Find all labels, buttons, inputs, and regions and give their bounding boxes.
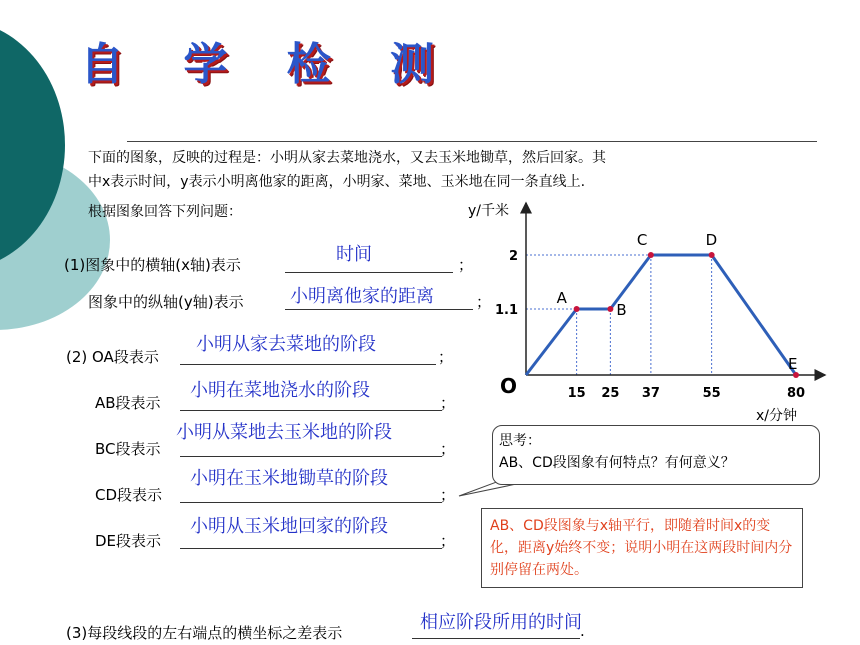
q1-y-blank: [285, 309, 473, 310]
point-label-B: B: [616, 301, 627, 319]
y-tick-1.1: 1.1: [494, 303, 518, 318]
q2-oa-answer: 小明从家去菜地的阶段: [196, 334, 376, 355]
point-D: [709, 252, 715, 258]
q2-cd-end: ；: [440, 486, 456, 504]
x-tick-25: 25: [601, 386, 620, 401]
origin-label: O: [500, 374, 518, 398]
x-tick-37: 37: [641, 386, 660, 401]
q2-bc-label: BC段表示: [95, 440, 161, 458]
q2-ab-label: AB段表示: [95, 394, 161, 412]
q2-oa-label: (2) OA段表示: [66, 348, 159, 366]
y-tick-2: 2: [508, 249, 518, 264]
point-B: [607, 306, 613, 312]
point-A: [574, 306, 580, 312]
q2-oa-end: ；: [438, 348, 454, 366]
q1-x-end: ；: [458, 256, 474, 274]
point-C: [648, 252, 654, 258]
q2-bc-answer: 小明从菜地去玉米地的阶段: [176, 422, 392, 443]
q2-de-blank: [180, 548, 442, 549]
q1-y-answer: 小明离他家的距离: [290, 286, 434, 307]
q2-de-label: DE段表示: [95, 532, 162, 550]
q1-x-label: (1)图象中的横轴(x轴)表示: [64, 256, 241, 274]
q3-end: .: [580, 622, 585, 640]
q1-x-blank: [285, 272, 453, 273]
q2-oa-blank: [180, 364, 436, 365]
q2-de-end: ；: [440, 532, 456, 550]
q2-ab-answer: 小明在菜地浇水的阶段: [190, 380, 370, 401]
intro-line-3: 根据图象回答下列问题：: [88, 204, 242, 220]
x-tick-15: 15: [567, 386, 586, 401]
q2-cd-blank: [180, 502, 442, 503]
q2-ab-blank: [180, 410, 442, 411]
q2-de-answer: 小明从玉米地回家的阶段: [190, 516, 388, 537]
chart-series: [526, 252, 799, 378]
q3-label: (3)每段线段的左右端点的横坐标之差表示: [66, 624, 343, 642]
q3-blank: [412, 638, 580, 639]
q2-cd-answer: 小明在玉米地锄草的阶段: [190, 468, 388, 489]
answer-box: AB、CD段图象与x轴平行，即随着时间x的变化，距离y始终不变；说明小明在这两段时间内分别停留在两处。: [481, 508, 803, 588]
segment-OA: [526, 309, 577, 375]
think-bubble: [492, 425, 820, 485]
page-title: 自 学 检 测: [80, 39, 456, 90]
think-line-2: AB、CD段图象有何特点？有何意义？: [499, 455, 735, 471]
x-axis-label: x/分钟: [756, 408, 798, 424]
q1-x-answer: 时间: [336, 244, 372, 265]
x-tick-55: 55: [702, 386, 721, 401]
x-tick-80: 80: [786, 386, 806, 401]
distance-time-chart: [460, 195, 840, 430]
q2-bc-end: ；: [440, 440, 456, 458]
q3-answer: 相应阶段所用的时间: [420, 612, 582, 633]
think-line-1: 思考：: [499, 433, 541, 449]
point-label-C: C: [636, 231, 648, 249]
q2-ab-end: ；: [440, 394, 456, 412]
q2-bc-blank: [180, 456, 442, 457]
y-axis-label: y/千米: [468, 203, 510, 219]
q2-cd-label: CD段表示: [95, 486, 163, 504]
intro-line-1: 下面的图象，反映的过程是：小明从家去菜地浇水，又去玉米地锄草，然后回家。其: [88, 150, 606, 166]
intro-line-2: 中x表示时间，y表示小明离他家的距离，小明家、菜地、玉米地在同一条直线上.: [88, 174, 586, 190]
segment-DE: [712, 255, 796, 375]
q1-y-end: ；: [476, 293, 492, 311]
point-label-D: D: [705, 231, 718, 249]
title-divider: [127, 141, 817, 142]
q1-y-label: 图象中的纵轴(y轴)表示: [88, 293, 244, 311]
point-label-E: E: [788, 355, 798, 373]
point-label-A: A: [556, 289, 567, 307]
